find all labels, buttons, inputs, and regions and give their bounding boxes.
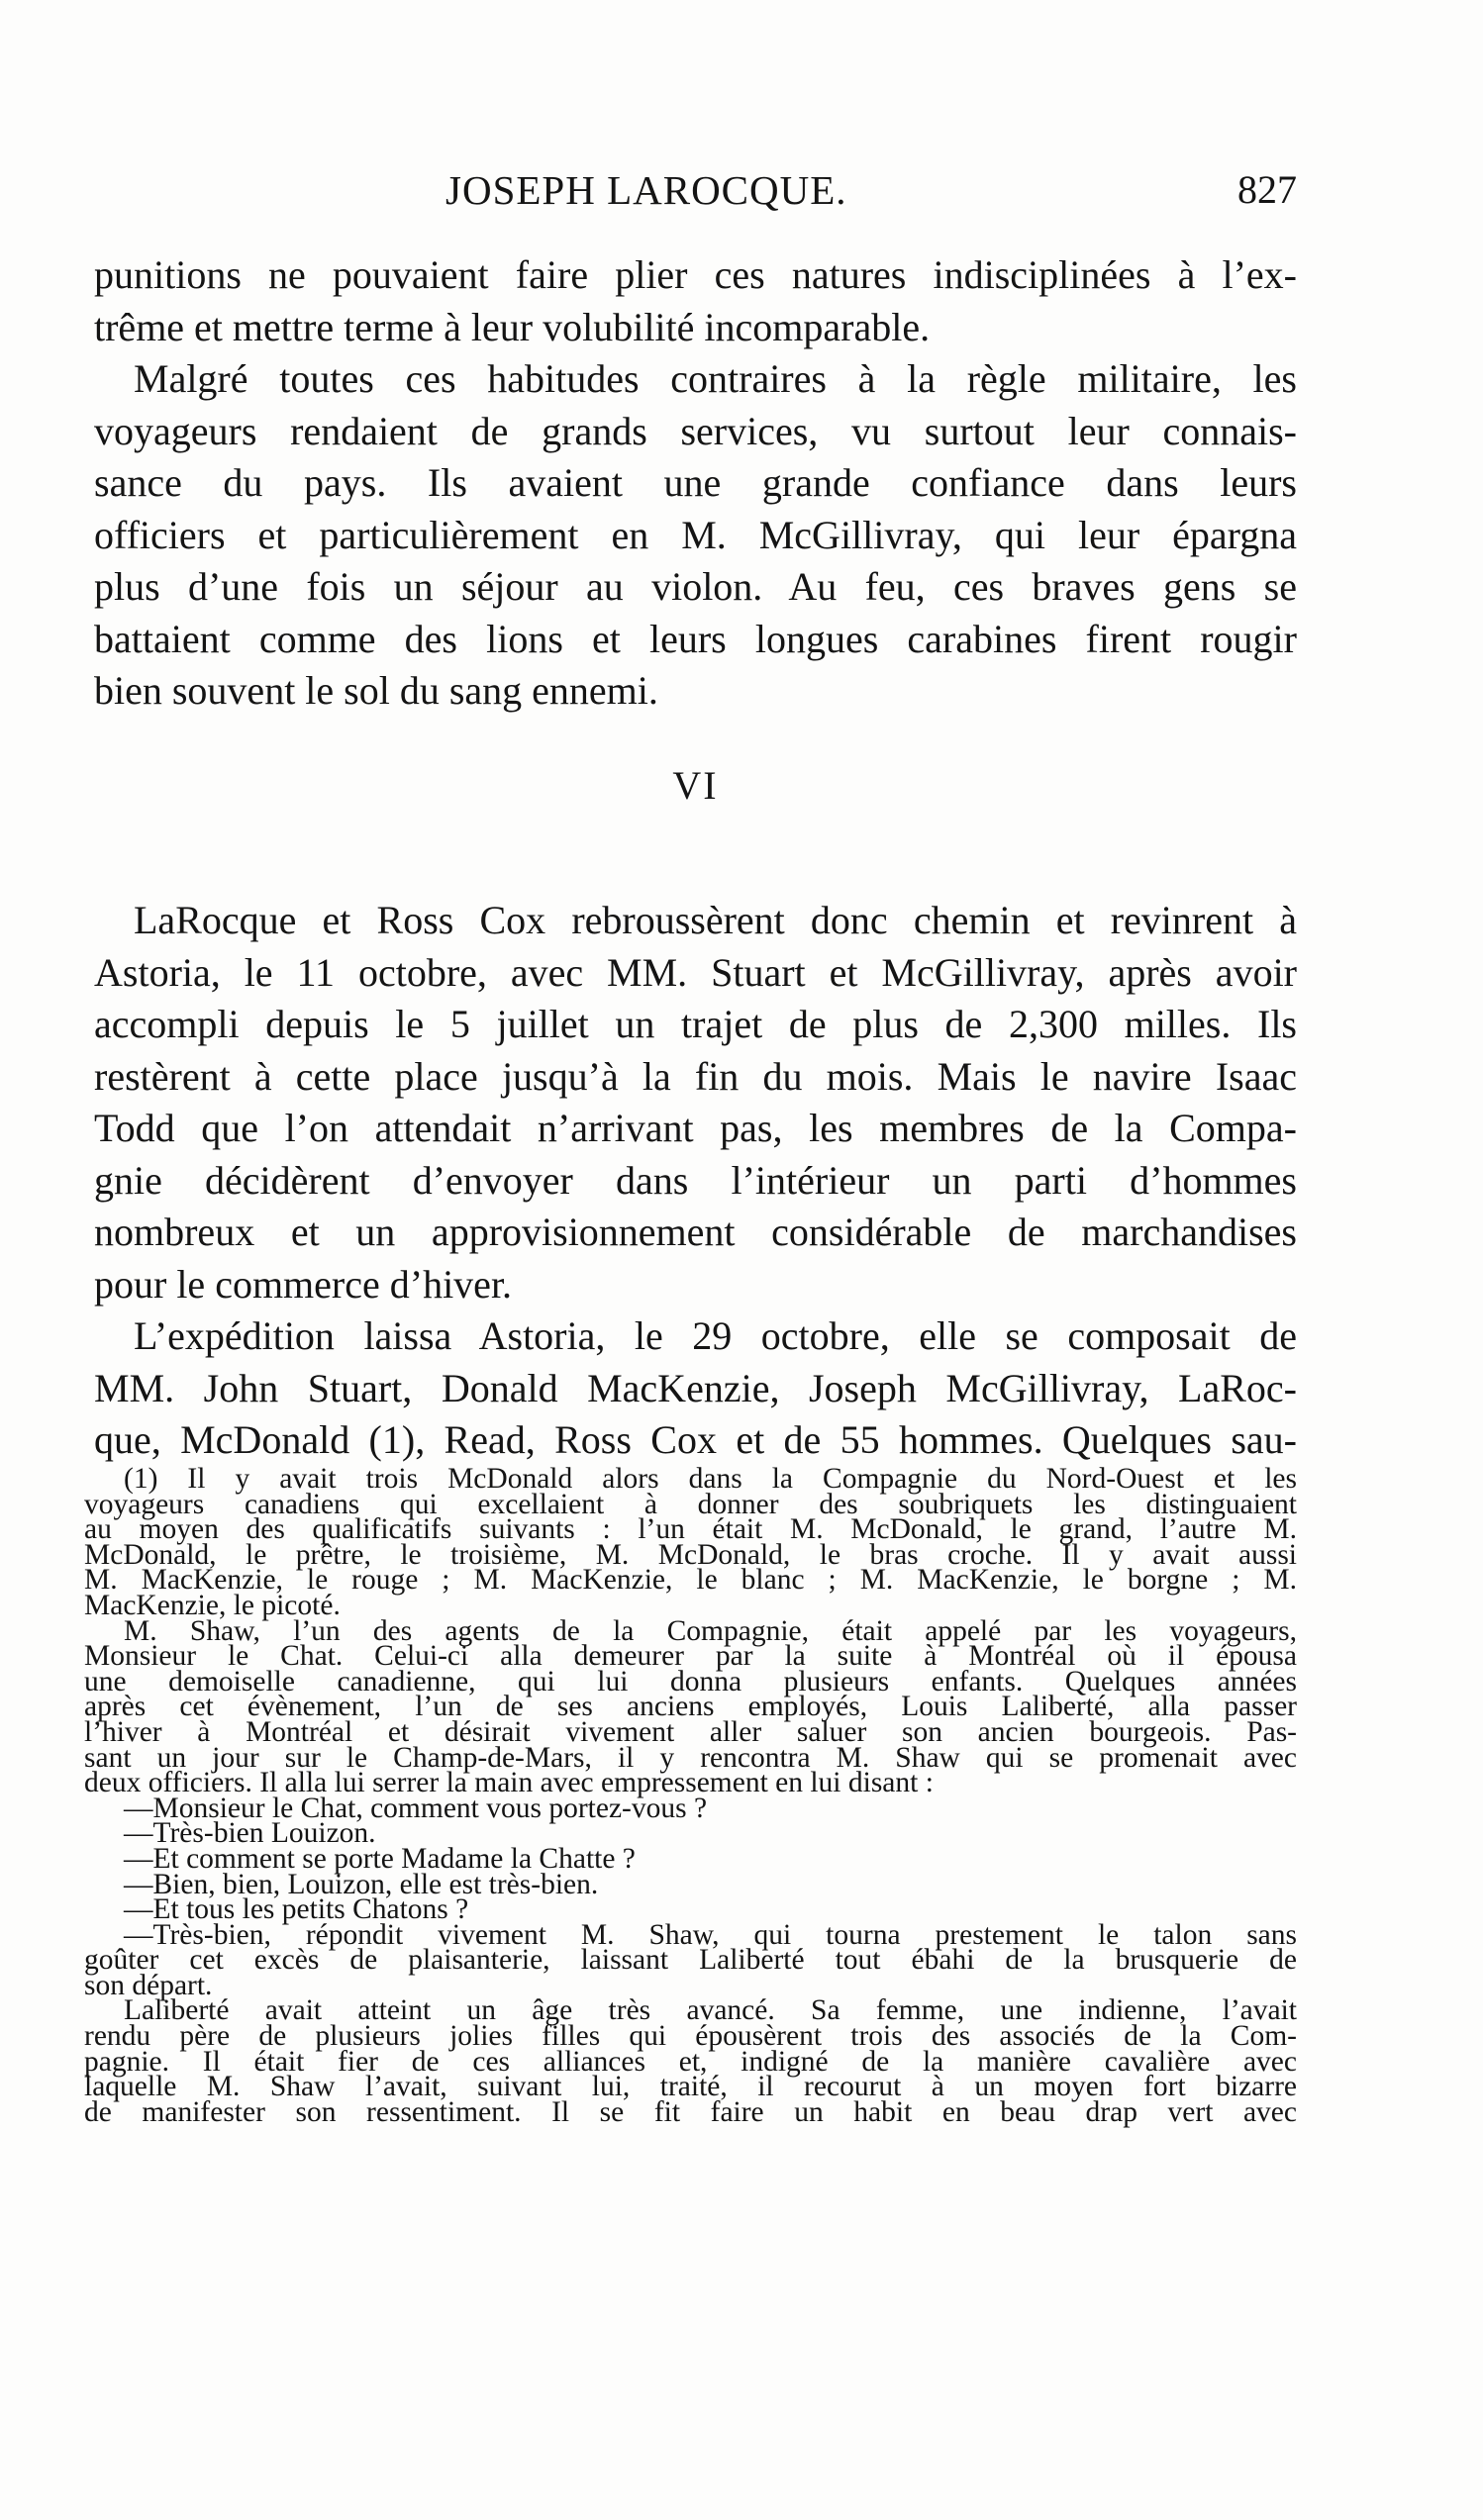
- text-line: plus d’une fois un séjour au violon. Au feu, ces braves gens se: [94, 564, 1297, 609]
- section-paragraphs: [94, 895, 1297, 1467]
- text-line: Astoria, le 11 octobre, avec MM. Stuart et McGillivray, après avoir: [94, 949, 1297, 995]
- text-line: accompli depuis le 5 juillet un trajet de plus de 2,300 milles. Ils: [94, 1002, 1297, 1046]
- text-line: nombreux et un approvisionnement considérable de marchandises: [94, 1210, 1297, 1254]
- page-header: [94, 166, 1297, 216]
- footnote-line: goûter cet excès de plaisanterie, laissant Laliberté tout ébahi de la brusquerie de: [84, 1944, 1297, 1977]
- text-line: voyageurs rendaient de grands services, vu surtout leur connais-: [94, 408, 1297, 453]
- footnote-line: McDonald, le prêtre, le troisième, M. McDonald, le bras croche. Il y avait aussi: [84, 1538, 1297, 1571]
- text-line: bien souvent le sol du sang ennemi.: [94, 668, 658, 713]
- footnote-line: après cet évènement, l’un de ses anciens employés, Louis Laliberté, alla passer: [84, 1691, 1297, 1723]
- text-line: battaient comme des lions et leurs longues carabines firent rougir: [94, 616, 1297, 661]
- opening-paragraphs: [94, 249, 1297, 718]
- footnote-line: —Bien, bien, Louizon, elle est très-bien.: [124, 1868, 599, 1900]
- running-title: JOSEPH LAROCQUE.: [445, 167, 847, 213]
- footnote-line: M. Shaw, l’un des agents de la Compagnie, était appelé par les voyageurs,: [124, 1614, 1297, 1647]
- footnote-line: deux officiers. Il alla lui serrer la main avec empressement en lui disant :: [84, 1767, 934, 1799]
- text-line: Malgré toutes ces habitudes contraires à la règle militaire, les: [134, 356, 1297, 401]
- footnote-line: laquelle M. Shaw l’avait, suivant lui, traité, il recourut à un moyen fort bizarre: [84, 2071, 1297, 2103]
- footnote-line: sant un jour sur le Champ-de-Mars, il y rencontra M. Shaw qui se promenait avec: [84, 1741, 1297, 1774]
- text-line: sance du pays. Ils avaient une grande confiance dans leurs: [94, 460, 1297, 505]
- footnote-line: —Et comment se porte Madame la Chatte ?: [124, 1842, 636, 1875]
- footnote-line: M. MacKenzie, le rouge ; M. MacKenzie, le blanc ; M. MacKenzie, le borgne ; M.: [84, 1564, 1297, 1597]
- text-line: punitions ne pouvaient faire plier ces natures indisciplinées à l’ex-: [94, 252, 1297, 297]
- footnote-line: de manifester son ressentiment. Il se fit faire un habit en beau drap vert avec: [84, 2095, 1297, 2128]
- text-line: officiers et particulièrement en M. McGillivray, qui leur épargna: [94, 512, 1297, 557]
- footnote-line: Monsieur le Chat. Celui-ci alla demeurer par la suite à Montréal où il épousa: [84, 1640, 1297, 1673]
- footnote-line: rendu père de plusieurs jolies filles qui épousèrent trois des associés de la Com-: [84, 2020, 1297, 2053]
- footnote-line: voyageurs canadiens qui excellaient à donner des soubriquets les distinguaient: [84, 1488, 1297, 1520]
- text-line: que, McDonald (1), Read, Ross Cox et de 55 hommes. Quelques sau-: [94, 1417, 1297, 1462]
- footnote-line: une demoiselle canadienne, qui lui donna plusieurs enfants. Quelques années: [84, 1665, 1297, 1697]
- text-line: restèrent à cette place jusqu’à la fin du mois. Mais le navire Isaac: [94, 1053, 1297, 1099]
- text-line: pour le commerce d’hiver.: [94, 1261, 513, 1307]
- text-line: Todd que l’on attendait n’arrivant pas, les membres de la Compa-: [94, 1106, 1297, 1150]
- footnote-line: —Très-bien Louizon.: [124, 1817, 376, 1850]
- footnote-line: pagnie. Il était fier de ces alliances et, indigné de la manière cavalière avec: [84, 2045, 1297, 2078]
- footnote-line: son départ.: [84, 1969, 213, 2001]
- footnote-line: au moyen des qualificatifs suivants : l’un était M. McDonald, le grand, l’autre M.: [84, 1513, 1297, 1546]
- footnote-line: —Très-bien, répondit vivement M. Shaw, qui tourna prestement le talon sans: [124, 1918, 1297, 1951]
- footnote-line: —Et tous les petits Chatons ?: [124, 1893, 469, 1926]
- footnote-line: MacKenzie, le picoté.: [84, 1589, 341, 1621]
- footnotes: [84, 1463, 1297, 2128]
- text-line: L’expédition laissa Astoria, le 29 octobre, elle se composait de: [134, 1313, 1297, 1358]
- footnote-line: (1) Il y avait trois McDonald alors dans la Compagnie du Nord-Ouest et les: [124, 1463, 1297, 1495]
- text-line: trême et mettre terme à leur volubilité incomparable.: [94, 304, 931, 349]
- page-number: 827: [1237, 167, 1297, 212]
- footnote-line: l’hiver à Montréal et désirait vivement aller saluer son ancien bourgeois. Pas-: [84, 1715, 1297, 1748]
- footnote-line: —Monsieur le Chat, comment vous portez-vous ?: [124, 1792, 708, 1824]
- text-line: gnie décidèrent d’envoyer dans l’intérieur un parti d’hommes: [94, 1157, 1297, 1203]
- text-line: MM. John Stuart, Donald MacKenzie, Joseph McGillivray, LaRoc-: [94, 1365, 1297, 1410]
- text-line: LaRocque et Ross Cox rebroussèrent donc chemin et revinrent à: [134, 898, 1297, 942]
- section-number: VI: [672, 763, 719, 808]
- footnote-line: Laliberté avait atteint un âge très avancé. Sa femme, une indienne, l’avait: [124, 1994, 1297, 2027]
